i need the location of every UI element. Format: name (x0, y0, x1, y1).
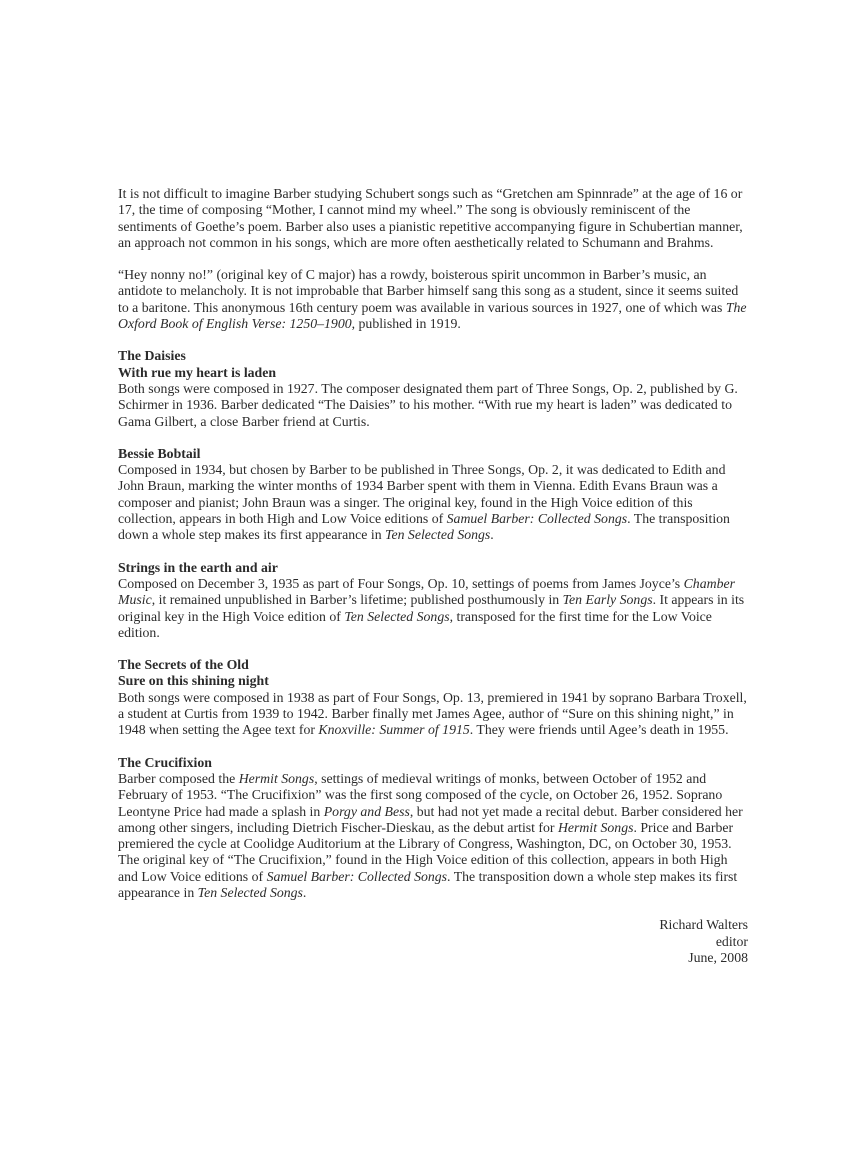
section-heading: Bessie Bobtail (118, 445, 201, 461)
intro-paragraph-schubert: It is not difficult to imagine Barber studying Schubert songs such as “Gretchen am Spinnrade” at the age of 16 or 17, the time of composing “Mother, I cannot mind my wheel.” The song is obviously reminiscent of the sentiments of Goethe’s poem. Barber also uses a pianistic repetitive accompanying figure in Schubertian manner, an approach not common in his songs, which are more often aesthetically related to Schumann and Brahms. (118, 186, 743, 250)
intro-paragraph-hey-nonny-no: “Hey nonny no!” (original key of C major) has a rowdy, boisterous spirit uncommon in Barber’s music, an antidote to melancholy. It is not improbable that Barber himself sang this song as a student, since it seems suited to a baritone. This anonymous 16th century poem was available in various sources in 1927, one of which was The Oxford Book of English Verse: 1250–1900, published in 1919. (118, 267, 747, 332)
section-body: Both songs were composed in 1938 as part of Four Songs, Op. 13, premiered in 1941 by soprano Barbara Troxell, a student at Curtis from 1939 to 1942. Barber finally met James Agee, author of “Sure on this shining night,” in 1948 when setting the Agee text for Knoxville: Summer of 1915. They were friends until Agee’s death in 1955. (118, 689, 747, 738)
section-body: Composed on December 3, 1935 as part of Four Songs, Op. 10, settings of poems from James Joyce’s Chamber Music, it remained unpublished in Barber’s lifetime; published posthumously in Ten Early Songs. It appears in its original key in the High Voice edition of Ten Selected Songs, transposed for the first time for the Low Voice edition. (118, 575, 745, 640)
signature-block (118, 917, 748, 966)
signature-role: editor (715, 933, 748, 949)
section-heading: The Crucifixion (118, 754, 212, 770)
section-heading: Strings in the earth and air (118, 559, 278, 575)
section-the-crucifixion (118, 755, 748, 902)
section-heading: Sure on this shining night (118, 673, 269, 689)
section-bessie-bobtail (118, 446, 748, 544)
section-body: Composed in 1934, but chosen by Barber to be published in Three Songs, Op. 2, it was dedicated to Edith and John Braun, marking the winter months of 1934 Barber spent with them in Vienna. Edith Evans Braun was a composer and pianist; John Braun was a singer. The original key, found in the High Voice edition of this collection, appears in both High and Low Voice editions of Samuel Barber: Collected Songs. The transposition down a whole step makes its first appearance in Ten Selected Songs. (118, 462, 730, 543)
page-content (118, 186, 748, 966)
section-heading: With rue my heart is laden (118, 364, 277, 380)
section-secrets-of-the-old (118, 657, 748, 738)
signature-date: June, 2008 (688, 949, 748, 965)
section-heading: The Daisies (118, 348, 186, 364)
section-heading: The Secrets of the Old (118, 657, 249, 673)
signature-name: Richard Walters (659, 917, 748, 933)
section-body: Both songs were composed in 1927. The composer designated them part of Three Songs, Op. 2, published by G. Schirmer in 1936. Barber dedicated “The Daisies” to his mother. “With rue my heart is laden” was dedicated to Gama Gilbert, a close Barber friend at Curtis. (118, 380, 738, 429)
section-body: Barber composed the Hermit Songs, settings of medieval writings of monks, between October of 1952 and February of 1953. “The Crucifixion” was the first song composed of the cycle, on October 26, 1952. Soprano Leontyne Price had made a splash in Porgy and Bess, but had not yet made a recital debut. Barber considered her among other singers, including Dietrich Fischer-Dieskau, as the debut artist for Hermit Songs. Price and Barber premiered the cycle at Coolidge Auditorium at the Library of Congress, Washington, DC, on October 30, 1953. The original key of “The Crucifixion,” found in the High Voice edition of this collection, appears in both High and Low Voice editions of Samuel Barber: Collected Songs. The transposition down a whole step makes its first appearance in Ten Selected Songs. (118, 770, 743, 900)
section-the-daisies (118, 348, 748, 429)
section-strings-in-the-earth-and-air (118, 560, 748, 641)
